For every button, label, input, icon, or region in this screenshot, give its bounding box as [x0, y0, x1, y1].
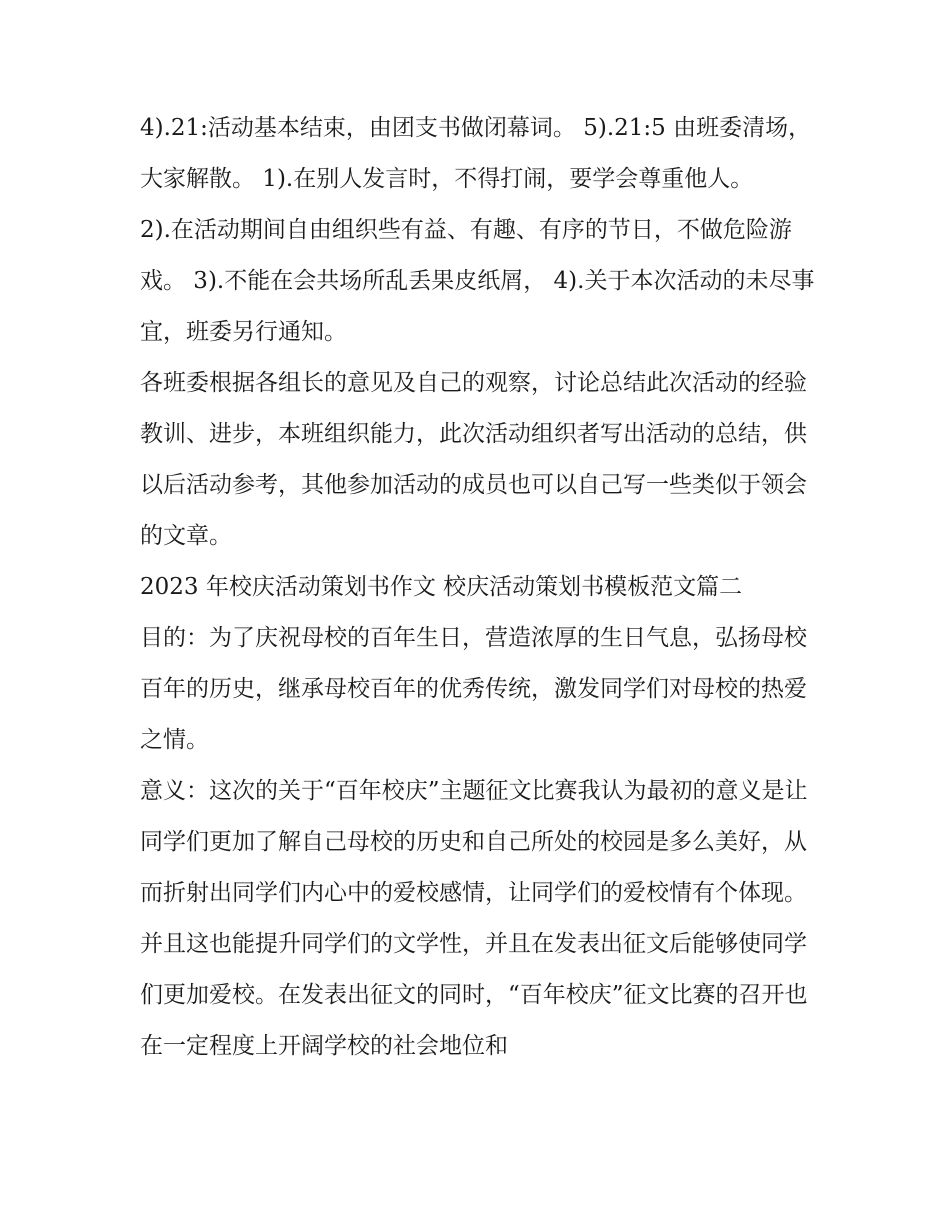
paragraph-section-title: 2023 年校庆活动策划书作文 校庆活动策划书模板范文篇二 [140, 574, 743, 600]
paragraph-purpose: 目的：为了庆祝母校的百年生日，营造浓厚的生日气息，弘扬母校百年的历史，继承母校百年的优秀传统，激发同学们对母校的热爱之情。 [140, 625, 807, 753]
paragraph-schedule-end: 4).21:活动基本结束，由团支书做闭幕词。 5).21:5 由班委清场，大家解散。 1).在别人发言时，不得打闹，要学会尊重他人。 [140, 115, 812, 192]
paragraph-rules: 2).在活动期间自由组织些有益、有趣、有序的节日，不做危险游戏。 3).不能在会共场所乱丢果皮纸屑， 4).关于本次活动的未尽事宜，班委另行通知。 [140, 217, 815, 345]
paragraph-summary: 各班委根据各组长的意见及自己的观察，讨论总结此次活动的经验教训、进步，本班组织能力，此次活动组织者写出活动的总结，供以后活动参考，其他参加活动的成员也可以自己写一些类似于领会的文章。 [140, 370, 807, 549]
document-page [140, 103, 820, 1072]
paragraph-significance: 意义：这次的关于“百年校庆”主题征文比赛我认为最初的意义是让同学们更加了解自己母校的历史和自己所处的校园是多么美好，从而折射出同学们内心中的爱校感情，让同学们的爱校情有个体现。并且这也能提升同学们的文学性，并且在发表出征文后能够使同学们更加爱校。在发表出征文的同时，“百年校庆”征文比赛的召开也在一定程度上开阔学校的社会地位和 [140, 778, 808, 1059]
